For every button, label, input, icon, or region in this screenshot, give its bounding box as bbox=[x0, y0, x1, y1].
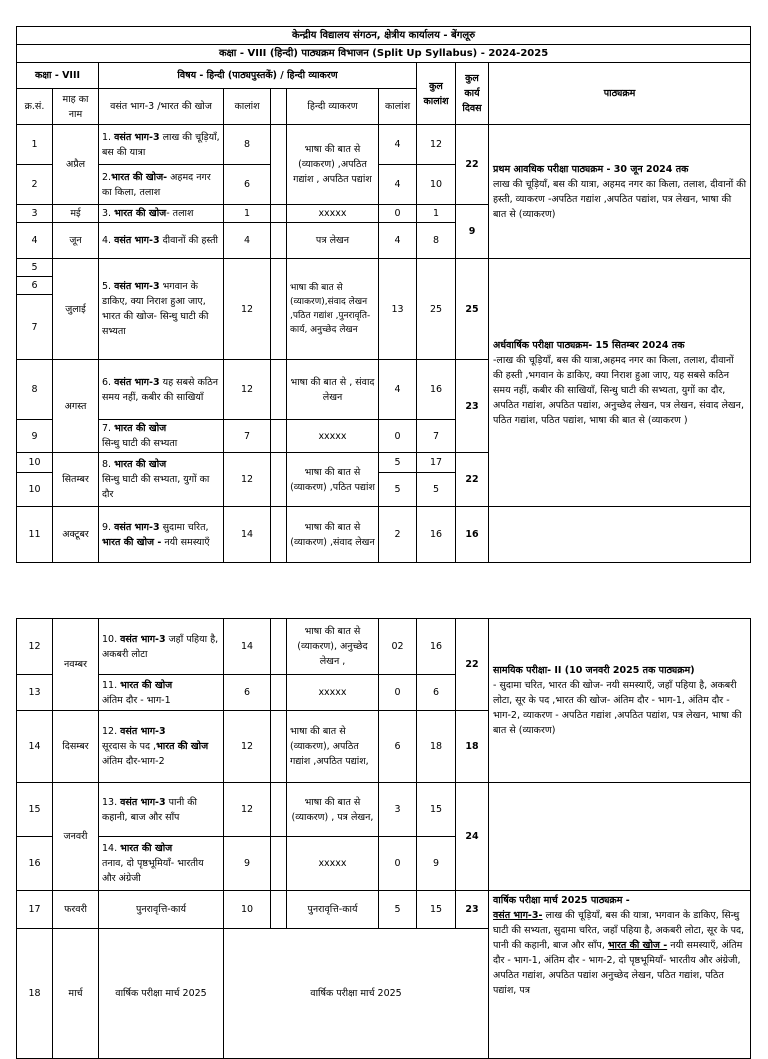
blank-cell bbox=[271, 837, 287, 891]
row-lesson: 1. वसंत भाग-3 लाख की चूड़ियाँ, बस की यात्रा bbox=[99, 125, 224, 165]
row-month: जुलाई bbox=[53, 259, 99, 360]
row-days: 23 bbox=[456, 891, 489, 929]
row-sno: 9 bbox=[17, 420, 53, 453]
row-days: 18 bbox=[456, 711, 489, 783]
blank-cell bbox=[271, 205, 287, 223]
row-lesson: 8. भारत की खोज सिन्धु घाटी की सभ्यता, युगों का दौर bbox=[99, 453, 224, 507]
row-grammar: xxxxx bbox=[287, 205, 379, 223]
row-total: 7 bbox=[417, 420, 456, 453]
row-grammar: पत्र लेखन bbox=[287, 223, 379, 259]
row-month: नवम्बर bbox=[53, 619, 99, 711]
table-row bbox=[17, 507, 751, 563]
row-total: 1 bbox=[417, 205, 456, 223]
row-sno: 10 bbox=[17, 453, 53, 473]
row-sno: 18 bbox=[17, 929, 53, 1059]
row-grammar: भाषा की बात से (व्याकरण) , पत्र लेखन, bbox=[287, 783, 379, 837]
table-row bbox=[17, 259, 751, 277]
row-periods2: 4 bbox=[379, 165, 417, 205]
row-periods2: 0 bbox=[379, 420, 417, 453]
row-periods2: 3 bbox=[379, 783, 417, 837]
row-grammar: xxxxx bbox=[287, 420, 379, 453]
blank-cell bbox=[271, 675, 287, 711]
row-month: मई bbox=[53, 205, 99, 223]
row-total: 25 bbox=[417, 259, 456, 360]
row-periods2: 02 bbox=[379, 619, 417, 675]
row-sno: 13 bbox=[17, 675, 53, 711]
row-total: 17 bbox=[417, 453, 456, 473]
row-sno: 14 bbox=[17, 711, 53, 783]
row-periods2: 0 bbox=[379, 675, 417, 711]
total-days-header: कुल कार्य दिवस bbox=[456, 63, 489, 125]
row-grammar: भाषा की बात से (व्याकरण) ,पठित पद्यांश bbox=[287, 453, 379, 507]
row-periods2: 0 bbox=[379, 837, 417, 891]
row-periods2: 4 bbox=[379, 360, 417, 420]
row-periods: 9 bbox=[224, 837, 271, 891]
row-total: 16 bbox=[417, 360, 456, 420]
blank-cell bbox=[271, 783, 287, 837]
row-total: 16 bbox=[417, 619, 456, 675]
row-periods2: 4 bbox=[379, 223, 417, 259]
table-row bbox=[17, 125, 751, 165]
row-lesson: वार्षिक परीक्षा मार्च 2025 bbox=[99, 929, 224, 1059]
grammar-header: हिन्दी व्याकरण bbox=[287, 89, 379, 125]
row-month: अप्रैल bbox=[53, 125, 99, 205]
row-sno: 7 bbox=[17, 295, 53, 360]
row-lesson: पुनरावृत्ति-कार्य bbox=[99, 891, 224, 929]
row-periods: 12 bbox=[224, 783, 271, 837]
row-periods: 14 bbox=[224, 507, 271, 563]
sno-header: क्र.सं. bbox=[17, 89, 53, 125]
annual-exam-merged-cell: वार्षिक परीक्षा मार्च 2025 bbox=[224, 929, 489, 1059]
periods2-header: कालांश bbox=[379, 89, 417, 125]
row-lesson: 10. वसंत भाग-3 जहाँ पहिया है, अकबरी लोटा bbox=[99, 619, 224, 675]
subject-header: विषय - हिन्दी (पाठ्यपुस्तकें) / हिन्दी व्याकरण bbox=[99, 63, 417, 89]
row-periods2: 2 bbox=[379, 507, 417, 563]
row-sno: 3 bbox=[17, 205, 53, 223]
row-grammar: भाषा की बात से (व्याकरण), अपठित गद्यांश ,अपठित पद्यांश, bbox=[287, 711, 379, 783]
row-grammar: भाषा की बात से (व्याकरण), अनुच्छेद लेखन , bbox=[287, 619, 379, 675]
row-total: 8 bbox=[417, 223, 456, 259]
row-total: 15 bbox=[417, 891, 456, 929]
row-sno: 17 bbox=[17, 891, 53, 929]
row-periods2: 13 bbox=[379, 259, 417, 360]
row-sno: 2 bbox=[17, 165, 53, 205]
row-grammar: xxxxx bbox=[287, 837, 379, 891]
row-total: 5 bbox=[417, 473, 456, 507]
row-grammar: भाषा की बात से (व्याकरण) ,अपठित गद्यांश , अपठित पद्यांश bbox=[287, 125, 379, 205]
row-lesson: 5. वसंत भाग-3 भगवान के डाकिए, क्या निराश हुआ जाए, भारत की खोज- सिन्धु घाटी की सभ्यता bbox=[99, 259, 224, 360]
row-month: अगस्त bbox=[53, 360, 99, 453]
row-periods: 10 bbox=[224, 891, 271, 929]
row-periods: 12 bbox=[224, 360, 271, 420]
row-total: 16 bbox=[417, 507, 456, 563]
row-lesson: 9. वसंत भाग-3 सुदामा चरित, भारत की खोज - नयी समस्याएँ bbox=[99, 507, 224, 563]
row-lesson: 4. वसंत भाग-3 दीवानों की हस्ती bbox=[99, 223, 224, 259]
row-days: 22 bbox=[456, 125, 489, 205]
row-month: जनवरी bbox=[53, 783, 99, 891]
row-month: दिसम्बर bbox=[53, 711, 99, 783]
row-days: 25 bbox=[456, 259, 489, 360]
row-periods2: 4 bbox=[379, 125, 417, 165]
month-header: माह का नाम bbox=[53, 89, 99, 125]
row-periods: 6 bbox=[224, 165, 271, 205]
periods-header: कालांश bbox=[224, 89, 271, 125]
row-total: 9 bbox=[417, 837, 456, 891]
row-sno: 10 bbox=[17, 473, 53, 507]
table-row bbox=[17, 891, 751, 929]
row-total: 15 bbox=[417, 783, 456, 837]
row-sno: 1 bbox=[17, 125, 53, 165]
row-total: 12 bbox=[417, 125, 456, 165]
row-lesson: 13. वसंत भाग-3 पानी की कहानी, बाज और साँप bbox=[99, 783, 224, 837]
row-total: 18 bbox=[417, 711, 456, 783]
syllabus-table-part-2 bbox=[16, 618, 751, 1059]
syllabus-annual: वार्षिक परीक्षा मार्च 2025 पाठ्यक्रम - वसंत भाग-3- लाख की चूड़ियाँ, बस की यात्रा, भगवान के डाकिए, सिन्धु घाटी की सभ्यता, सुदामा चरित, जहाँ पहिया है, अकबरी लोटा, सूर के पद, पानी की कहानी, बाज और साँप, भारत की खोज - नयी समस्याएँ, अंतिम दौर - भाग-1, अंतिम दौर - भाग-2, दो पृष्ठभूमियाँ- भारतीय और अंग्रेजी, अपठित गद्यांश, अपठित पद्यांश अनुच्छेद लेखन, पठित गद्यांश, पठित पद्यांश, पत्र bbox=[489, 891, 751, 1059]
syllabus-half-yearly: अर्धवार्षिक परीक्षा पाठ्यक्रम- 15 सितम्बर 2024 तक -लाख की चूड़ियाँ, बस की यात्रा,अहमद नगर का किला, तलाश, दीवानों की हस्ती ,भगवान के डाकिए, क्या निराश हुआ जाए, यह सबसे कठिन समय नहीं, कबीर की साखियाँ, सिन्धु घाटी की सभ्यता, युगों का दौर, अपठित गद्यांश, अपठित पद्यांश, अनुच्छेद लेखन, पत्र लेखन, संवाद लेखन, पठित गद्यांश, पठित पद्यांश, भाषा की बात से (व्याकरण ) bbox=[489, 259, 751, 507]
syllabus-periodic-2: सामयिक परीक्षा- II (10 जनवरी 2025 तक पाठ्यक्रम) - सुदामा चरित, भारत की खोज- नयी समस्याएँ, जहाँ पहिया है, अकबरी लोटा, सूर के पद ,भारत की खोज- अंतिम दौर - भाग-1, अंतिम दौर - भाग-2, व्याकरण - अपठित गद्यांश ,अपठित पद्यांश, पत्र लेखन, भाषा की बात से (व्याकरण) bbox=[489, 619, 751, 783]
row-periods: 1 bbox=[224, 205, 271, 223]
row-month: मार्च bbox=[53, 929, 99, 1059]
row-month: अक्टूबर bbox=[53, 507, 99, 563]
row-sno: 16 bbox=[17, 837, 53, 891]
syllabus-table-part-1 bbox=[16, 26, 751, 563]
row-lesson: 7. भारत की खोज सिन्धु घाटी की सभ्यता bbox=[99, 420, 224, 453]
row-days: 22 bbox=[456, 619, 489, 711]
blank-cell bbox=[271, 711, 287, 783]
row-total: 6 bbox=[417, 675, 456, 711]
row-days: 23 bbox=[456, 360, 489, 453]
row-grammar: भाषा की बात से (व्याकरण),संवाद लेखन ,पठित गद्यांश ,पुनरावृति-कार्य, अनुच्छेद लेखन bbox=[287, 259, 379, 360]
row-sno: 15 bbox=[17, 783, 53, 837]
row-total: 10 bbox=[417, 165, 456, 205]
row-periods2: 0 bbox=[379, 205, 417, 223]
book-header: वसंत भाग-3 /भारत की खोज bbox=[99, 89, 224, 125]
row-lesson: 2.भारत की खोज- अहमद नगर का किला, तलाश bbox=[99, 165, 224, 205]
row-periods2: 6 bbox=[379, 711, 417, 783]
syllabus-header: पाठ्यक्रम bbox=[489, 63, 751, 125]
row-periods: 4 bbox=[224, 223, 271, 259]
blank-cell bbox=[271, 619, 287, 675]
row-periods: 6 bbox=[224, 675, 271, 711]
row-grammar: xxxxx bbox=[287, 675, 379, 711]
blank-cell bbox=[271, 420, 287, 453]
row-periods: 8 bbox=[224, 125, 271, 165]
syllabus-empty-cell bbox=[489, 507, 751, 563]
blank-header-cell bbox=[271, 89, 287, 125]
row-sno: 12 bbox=[17, 619, 53, 675]
row-grammar: भाषा की बात से , संवाद लेखन bbox=[287, 360, 379, 420]
row-periods: 12 bbox=[224, 453, 271, 507]
blank-cell bbox=[271, 259, 287, 360]
row-periods: 12 bbox=[224, 711, 271, 783]
table-row bbox=[17, 619, 751, 675]
row-periods2: 5 bbox=[379, 473, 417, 507]
org-heading: केन्द्रीय विद्यालय संगठन, क्षेत्रीय कार्यालय - बेंगलूरु bbox=[17, 27, 751, 45]
row-days: 22 bbox=[456, 453, 489, 507]
blank-cell bbox=[271, 125, 287, 205]
row-sno: 11 bbox=[17, 507, 53, 563]
row-month: फरवरी bbox=[53, 891, 99, 929]
page-title: कक्षा - VIII (हिन्दी) पाठ्यक्रम विभाजन (Split Up Syllabus) - 2024-2025 bbox=[17, 45, 751, 63]
total-periods-header: कुल कालांश bbox=[417, 63, 456, 125]
row-sno: 6 bbox=[17, 277, 53, 295]
syllabus-empty-cell bbox=[489, 783, 751, 891]
row-lesson: 12. वसंत भाग-3 सूरदास के पद ,भारत की खोज अंतिम दौर-भाग-2 bbox=[99, 711, 224, 783]
row-month: जून bbox=[53, 223, 99, 259]
row-sno: 4 bbox=[17, 223, 53, 259]
row-days: 9 bbox=[456, 205, 489, 259]
blank-cell bbox=[271, 507, 287, 563]
syllabus-term1: प्रथम आवधिक परीक्षा पाठ्यक्रम - 30 जून 2024 तक लाख की चूड़ियाँ, बस की यात्रा, अहमद नगर का किला, तलाश, दीवानों की हस्ती, व्याकरण -अपठित गद्यांश ,अपठित पद्यांश, पत्र लेखन, भाषा की बात से (व्याकरण) bbox=[489, 125, 751, 259]
row-sno: 8 bbox=[17, 360, 53, 420]
row-periods: 14 bbox=[224, 619, 271, 675]
row-periods2: 5 bbox=[379, 891, 417, 929]
row-lesson: 14. भारत की खोज तनाव, दो पृष्ठभूमियाँ- भारतीय और अंग्रेजी bbox=[99, 837, 224, 891]
blank-cell bbox=[271, 453, 287, 507]
row-periods: 7 bbox=[224, 420, 271, 453]
row-sno: 5 bbox=[17, 259, 53, 277]
row-grammar: पुनरावृत्ति-कार्य bbox=[287, 891, 379, 929]
row-days: 16 bbox=[456, 507, 489, 563]
row-month: सितम्बर bbox=[53, 453, 99, 507]
blank-cell bbox=[271, 223, 287, 259]
row-lesson: 6. वसंत भाग-3 यह सबसे कठिन समय नहीं, कबीर की साखियाँ bbox=[99, 360, 224, 420]
row-periods: 12 bbox=[224, 259, 271, 360]
class-header: कक्षा - VIII bbox=[17, 63, 99, 89]
blank-cell bbox=[271, 891, 287, 929]
row-days: 24 bbox=[456, 783, 489, 891]
row-lesson: 11. भारत की खोज अंतिम दौर - भाग-1 bbox=[99, 675, 224, 711]
row-grammar: भाषा की बात से (व्याकरण) ,संवाद लेखन bbox=[287, 507, 379, 563]
row-lesson: 3. भारत की खोज- तलाश bbox=[99, 205, 224, 223]
row-periods2: 5 bbox=[379, 453, 417, 473]
table-row bbox=[17, 783, 751, 837]
blank-cell bbox=[271, 360, 287, 420]
